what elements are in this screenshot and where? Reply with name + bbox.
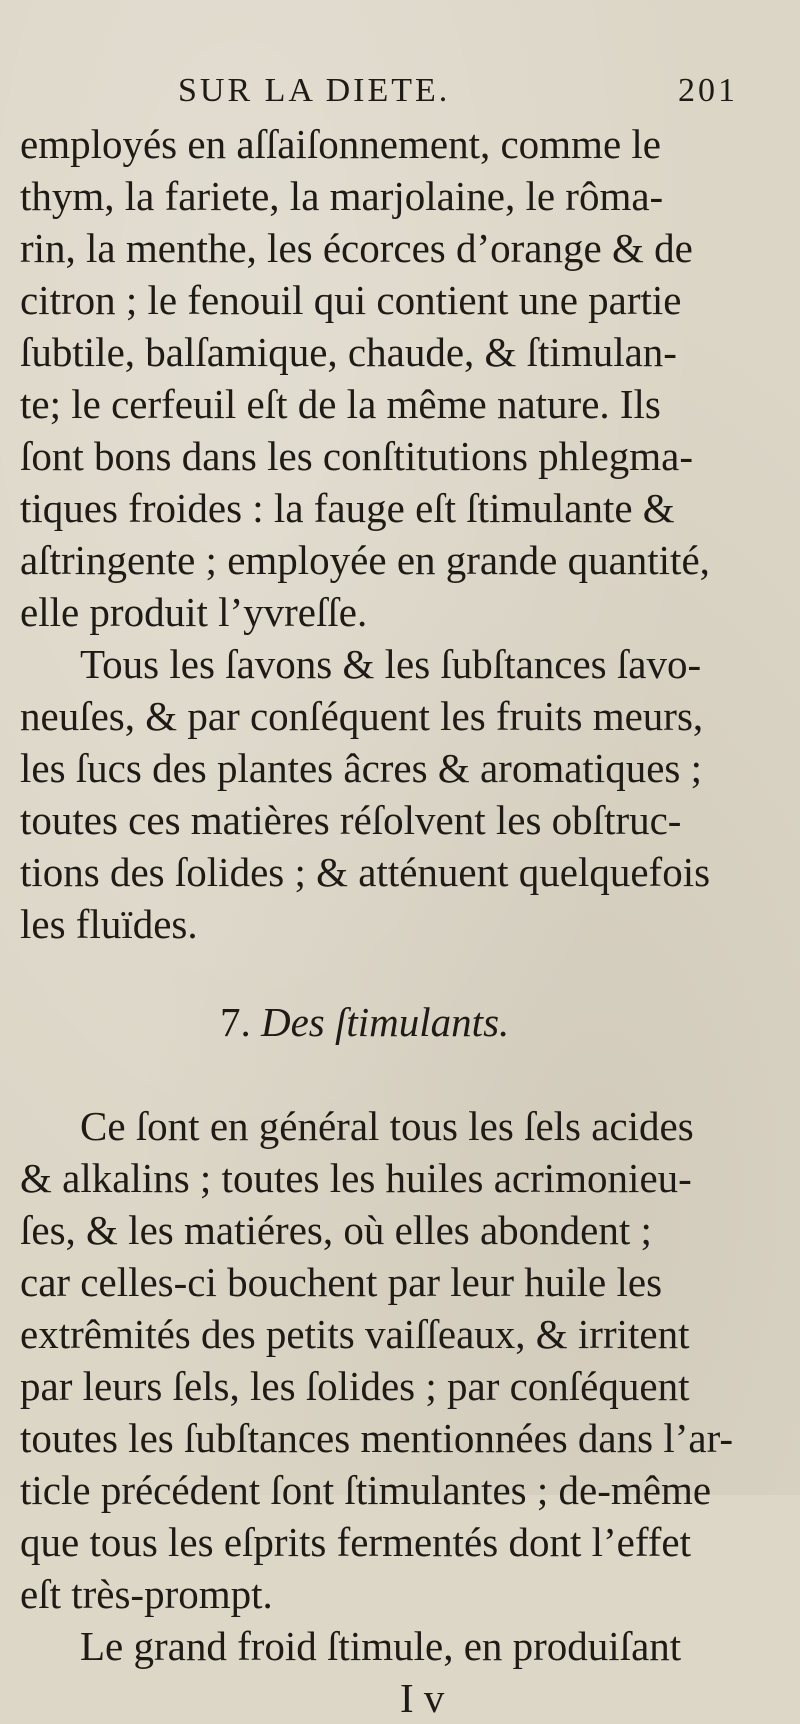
text-line: que tous les eſprits fermentés dont l’effet xyxy=(20,1519,691,1565)
text-line: ſes, & les matiéres, où elles abondent ; xyxy=(20,1207,652,1253)
running-title: SUR LA DIETE. xyxy=(178,72,451,109)
text-line: tions des ſolides ; & atténuent quelquefois xyxy=(20,849,711,895)
text-line: car celles-ci bouchent par leur huile les xyxy=(20,1259,663,1305)
text-line: les ſucs des plantes âcres & aromatiques ; xyxy=(20,745,702,791)
body-text xyxy=(20,118,790,1724)
text-line: te; le cerfeuil eſt de la même nature. Ils xyxy=(20,381,661,427)
text-line: neuſes, & par conſéquent les fruits meurs, xyxy=(20,693,704,739)
running-head xyxy=(178,72,758,118)
signature-mark: I v xyxy=(400,1675,445,1721)
text-line: toutes les ſubſtances mentionnées dans l’ar- xyxy=(20,1415,734,1461)
section-number: 7. xyxy=(220,999,251,1045)
page-number: 201 xyxy=(678,72,738,109)
text-line: elle produit l’yvreſſe. xyxy=(20,589,368,635)
text-line: employés en aſſaiſonnement, comme le xyxy=(20,121,661,167)
text-line: & alkalins ; toutes les huiles acrimonieu- xyxy=(20,1155,692,1201)
text-line: les fluïdes. xyxy=(20,901,198,947)
text-line: ticle précédent ſont ſtimulantes ; de-même xyxy=(20,1467,712,1513)
text-line: par leurs ſels, les ſolides ; par conſéquent xyxy=(20,1363,690,1409)
text-line: rin, la menthe, les écorces d’orange & de xyxy=(20,225,693,271)
text-line: citron ; le fenouil qui contient une partie xyxy=(20,277,682,323)
section-title: Des ſtimulants. xyxy=(261,999,510,1045)
text-line: Le grand froid ſtimule, en produiſant xyxy=(80,1623,682,1669)
text-line: extrêmités des petits vaiſſeaux, & irritent xyxy=(20,1311,690,1357)
text-line: toutes ces matières réſolvent les obſtruc- xyxy=(20,797,682,843)
text-line: tiques froides : la fauge eſt ſtimulante & xyxy=(20,485,675,531)
text-line: Tous les ſavons & les ſubſtances ſavo- xyxy=(80,641,702,687)
text-line: ſont bons dans les conſtitutions phlegma- xyxy=(20,433,694,479)
text-line: Ce ſont en général tous les ſels acides xyxy=(80,1103,694,1149)
text-line: thym, la fariete, la marjolaine, le rôma- xyxy=(20,173,664,219)
section-heading xyxy=(20,996,790,1048)
text-line: aſtringente ; employée en grande quantité, xyxy=(20,537,710,583)
text-line: ſubtile, balſamique, chaude, & ſtimulan- xyxy=(20,329,677,375)
text-line: eſt très-prompt. xyxy=(20,1571,273,1617)
